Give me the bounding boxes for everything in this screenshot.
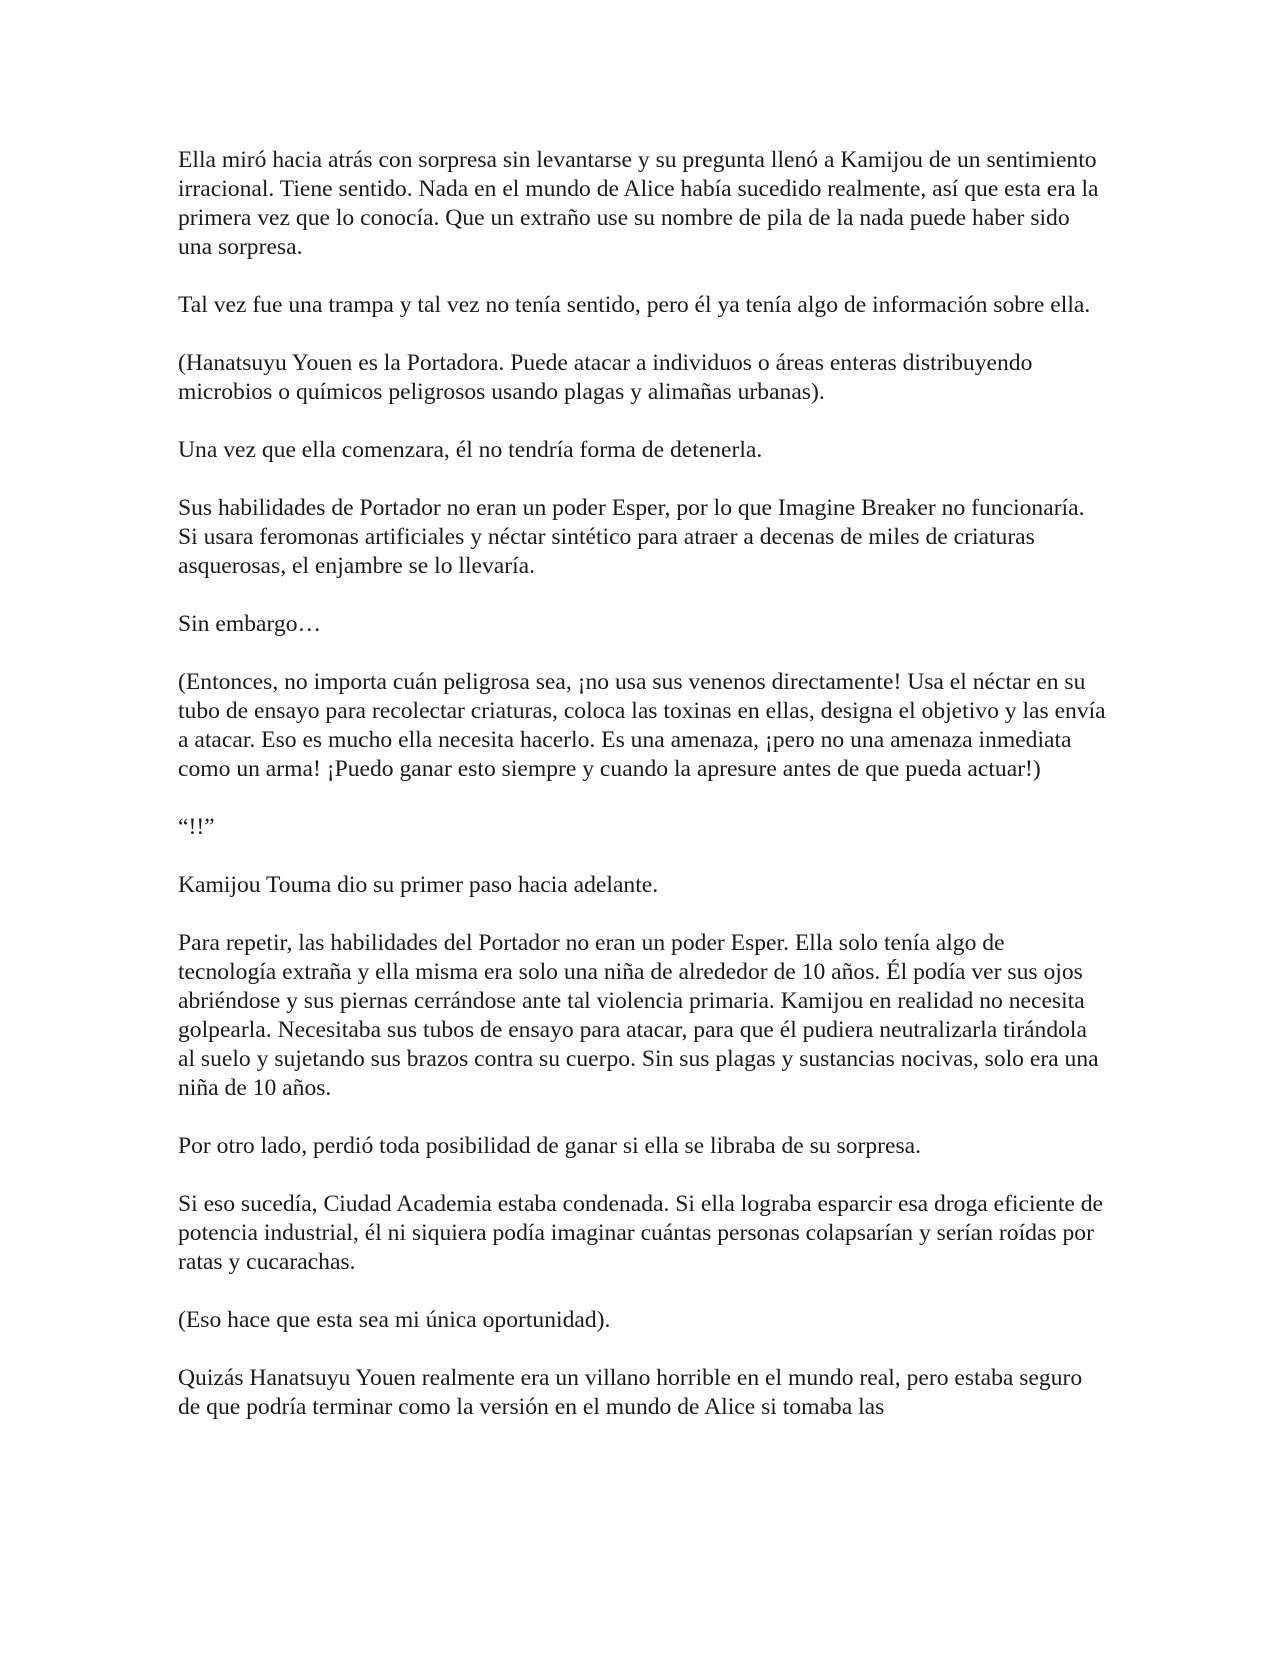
- paragraph: Tal vez fue una trampa y tal vez no tenía sentido, pero él ya tenía algo de información sobre ella.: [178, 292, 1091, 318]
- document-body: [178, 146, 1108, 1422]
- paragraph: (Hanatsuyu Youen es la Portadora. Puede atacar a individuos o áreas enteras distribuyendo microbios o químicos peligrosos usando plagas y alimañas urbanas).: [178, 350, 1033, 405]
- paragraph: Kamijou Touma dio su primer paso hacia adelante.: [178, 872, 659, 898]
- paragraph: (Eso hace que esta sea mi única oportunidad).: [178, 1307, 611, 1333]
- paragraph: Una vez que ella comenzara, él no tendría forma de detenerla.: [178, 437, 763, 463]
- paragraph: Si eso sucedía, Ciudad Academia estaba condenada. Si ella lograba esparcir esa droga eficiente de potencia industrial, él ni siquiera podía imaginar cuántas personas colapsarían y serían roídas por ratas y cucarachas.: [178, 1191, 1104, 1275]
- paragraph: (Entonces, no importa cuán peligrosa sea, ¡no usa sus venenos directamente! Usa el néctar en su tubo de ensayo para recolectar criaturas, coloca las toxinas en ellas, designa el objetivo y las envía a atacar. Eso es mucho ella necesita hacerlo. Es una amenaza, ¡pero no una amenaza inmediata como un arma! ¡Puedo ganar esto siempre y cuando la apresure antes de que pueda actuar!): [178, 669, 1106, 782]
- paragraph: “!!”: [178, 814, 215, 840]
- paragraph: Para repetir, las habilidades del Portador no eran un poder Esper. Ella solo tenía algo de tecnología extraña y ella misma era solo una niña de alrededor de 10 años. Él podía ver sus ojos abriéndose y sus piernas cerrándose ante tal violencia primaria. Kamijou en realidad no necesita golpearla. Necesitaba sus tubos de ensayo para atacar, para que él pudiera neutralizarla tirándola al suelo y sujetando sus brazos contra su cuerpo. Sin sus plagas y sustancias nocivas, solo era una niña de 10 años.: [178, 930, 1099, 1101]
- paragraph: Sin embargo…: [178, 611, 322, 637]
- paragraph: Ella miró hacia atrás con sorpresa sin levantarse y su pregunta llenó a Kamijou de un sentimiento irracional. Tiene sentido. Nada en el mundo de Alice había sucedido realmente, así que esta era la primera vez que lo conocía. Que un extraño use su nombre de pila de la nada puede haber sido una sorpresa.: [178, 147, 1099, 260]
- paragraph: Sus habilidades de Portador no eran un poder Esper, por lo que Imagine Breaker no funcionaría. Si usara feromonas artificiales y néctar sintético para atraer a decenas de miles de criaturas asquerosas, el enjambre se lo llevaría.: [178, 495, 1085, 579]
- paragraph: Quizás Hanatsuyu Youen realmente era un villano horrible en el mundo real, pero estaba seguro de que podría terminar como la versión en el mundo de Alice si tomaba las: [178, 1365, 1083, 1420]
- paragraph: Por otro lado, perdió toda posibilidad de ganar si ella se libraba de su sorpresa.: [178, 1133, 922, 1159]
